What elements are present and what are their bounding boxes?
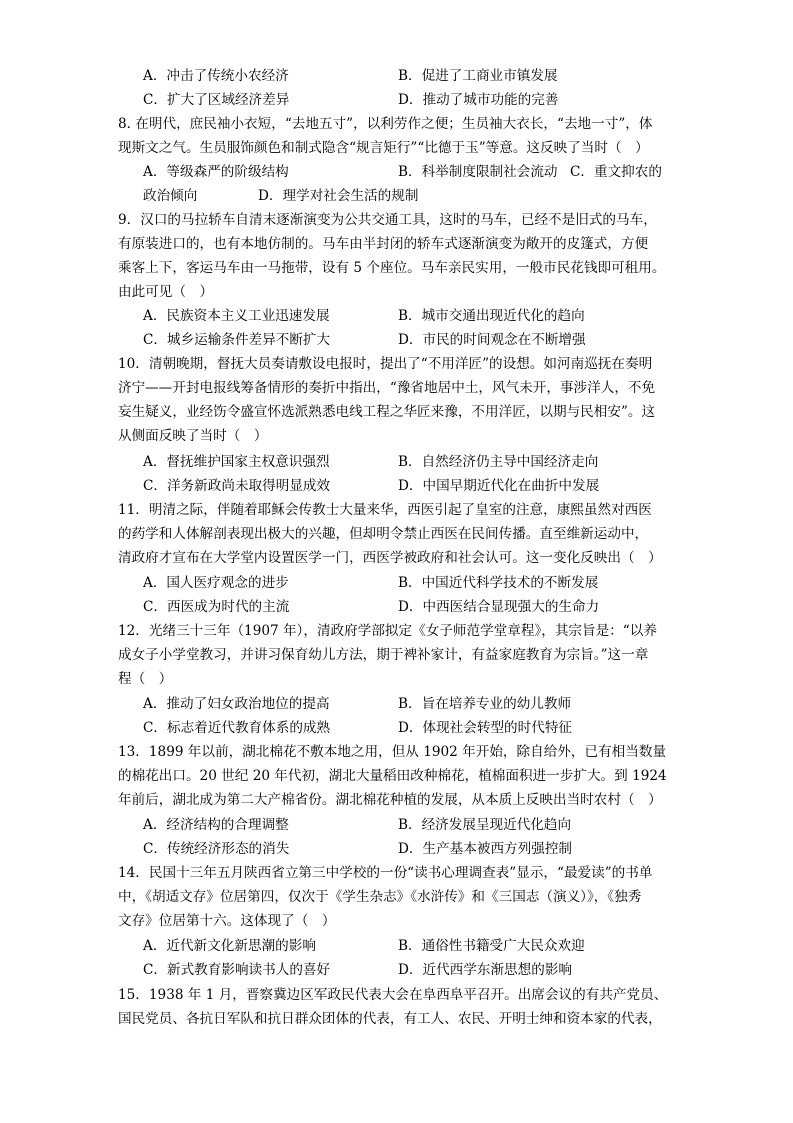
q11-option-b: B．中国近代科学技术的不断发展 [398,575,599,591]
q13-stem-line-3: 年前后，湖北成为第二大产棉省份。湖北棉花种植的发展，从本质上反映出当时农村（ ） [118,792,662,808]
q9-stem-line-4: 由此可见（ ） [118,284,214,300]
q9-stem-line-3: 乘客上下，客运马车由一马拖带，设有 5 个座位。马车亲民实用，一般市民花钱即可租用。 [118,260,666,276]
q9-option-a: A．民族资本主义工业迅速发展 [143,308,330,324]
q13-option-d: D．生产基本被西方列强控制 [398,841,573,857]
q10-option-b: B．自然经济仍主导中国经济走向 [398,454,599,470]
q8-option-d: D．理学对社会生活的规制 [258,188,419,204]
q13-option-b: B．经济发展呈现近代化趋向 [398,817,572,833]
q8-stem-line-1: 8. 在明代，庶民袖小衣短，“去地五寸”，以利劳作之便；生员袖大衣长，“去地一寸”，体 [118,116,653,132]
q13-option-c: C．传统经济形态的消失 [143,841,290,857]
q11-option-d: D．中西医结合显现强大的生命力 [398,599,600,615]
q13-option-a: A．经济结构的合理调整 [143,817,289,833]
q9-stem-line-1: 9．汉口的马拉轿车自清末逐渐演变为公共交通工具，这时的马车，已经不是旧式的马车， [118,212,657,228]
q12-option-a: A．推动了妇女政治地位的提高 [143,696,330,712]
q12-option-b: B．旨在培养专业的幼儿教师 [398,696,572,712]
q14-stem-line-3: 文存》位居第十六。这体现了（ ） [118,913,336,929]
q9-option-b: B．城市交通出现近代化的趋向 [398,308,585,324]
q14-option-b: B．通俗性书籍受广大民众欢迎 [398,938,585,954]
q15-stem-line-1: 15．1938 年 1 月，晋察冀边区军政民代表大会在阜西阜平召开。出席会议的有共产党员、 [118,987,668,1003]
q13-stem-line-1: 13．1899 年以前，湖北棉花不敷本地之用，但从 1902 年开始，除自给外，已有相当数量 [118,744,667,760]
q7-option-a: A．冲击了传统小农经济 [143,68,289,84]
q12-option-c: C．标志着近代教育体系的成熟 [143,720,331,736]
q14-stem-line-2: 中，《胡适文存》位居第四，仅次于《学生杂志》《水浒传》和《三国志（演义）》，《独秀 [118,889,642,905]
q8-option-b: B．科举制度限制社会流动 [398,164,558,180]
q13-stem-line-2: 的棉花出口。20 世纪 20 年代初，湖北大量稻田改种棉花，植棉面积进一步扩大。到 1924 [118,768,667,784]
q9-stem-line-2: 有原装进口的，也有本地仿制的。马车由半封闭的轿车式逐渐演变为敞开的皮篷式，方便 [118,236,649,252]
q8-option-c: C．重文抑农的 [570,164,662,180]
q14-option-d: D．近代西学东渐思想的影响 [398,962,573,978]
q9-option-c: C．城乡运输条件差异不断扩大 [143,332,331,348]
q10-option-c: C．洋务新政尚未取得明显成效 [143,478,331,494]
q10-option-d: D．中国早期近代化在曲折中发展 [398,478,600,494]
q12-stem-line-3: 程（ ） [118,671,173,687]
q10-stem-line-1: 10．清朝晚期，督抚大员奏请敷设电报时，提出了“不用洋匠”的设想。如河南巡抚在奏明 [118,356,653,372]
q11-option-a: A．国人医疗观念的进步 [143,575,289,591]
q8-stem-line-2: 现斯文之气。生员服饰颜色和制式隐含“规言矩行”“比德于玉”等意。这反映了当时（ ） [118,140,649,156]
q14-option-c: C．新式教育影响读书人的喜好 [143,962,331,978]
q15-stem-line-2: 国民党员、各抗日军队和抗日群众团体的代表，有工人、农民、开明士绅和资本家的代表， [118,1011,662,1027]
q8-option-c-continued: 政治倾向 [143,188,198,204]
q7-option-b: B．促进了工商业市镇发展 [398,68,558,84]
q7-option-d: D．推动了城市功能的完善 [398,92,559,108]
q8-option-a: A．等级森严的阶级结构 [143,164,289,180]
q11-option-c: C．西医成为时代的主流 [143,599,290,615]
q10-stem-line-2: 济宁——开封电报线筹备情形的奏折中指出，“豫省地居中土，风气未开，事涉洋人，不免 [118,380,656,396]
q12-stem-line-1: 12．光绪三十三年（1907 年），清政府学部拟定《女子师范学堂章程》，其宗旨是：“以养 [118,623,657,639]
q7-option-c: C．扩大了区域经济差异 [143,92,290,108]
q14-option-a: A．近代新文化新思潮的影响 [143,938,316,954]
q9-option-d: D．市民的时间观念在不断增强 [398,332,586,348]
q11-stem-line-3: 清政府才宣布在大学堂内设置医学一门，西医学被政府和社会认可。这一变化反映出（ ） [118,550,662,566]
q11-stem-line-1: 11．明清之际，伴随着耶稣会传教士大量来华，西医引起了皇室的注意，康熙虽然对西医 [118,502,652,518]
q10-option-a: A．督抚维护国家主权意识强烈 [143,454,330,470]
q11-stem-line-2: 的药学和人体解剖表现出极大的兴趣，但却明令禁止西医在民间传播。直至维新运动中， [118,526,649,542]
q12-option-d: D．体现社会转型的时代特征 [398,720,573,736]
q10-stem-line-4: 从侧面反映了当时（ ） [118,428,268,444]
q10-stem-line-3: 妄生疑义，业经饬令盛宣怀选派熟悉电线工程之华匠来豫，不用洋匠，以期与民相安”。这 [118,404,656,420]
q12-stem-line-2: 成女子小学堂教习，并讲习保育幼儿方法，期于裨补家计，有益家庭教育为宗旨。”这一章 [118,647,649,663]
q14-stem-line-1: 14．民国十三年五月陕西省立第三中学校的一份“读书心理调查表”显示，“最爱读”的书单 [118,865,653,881]
